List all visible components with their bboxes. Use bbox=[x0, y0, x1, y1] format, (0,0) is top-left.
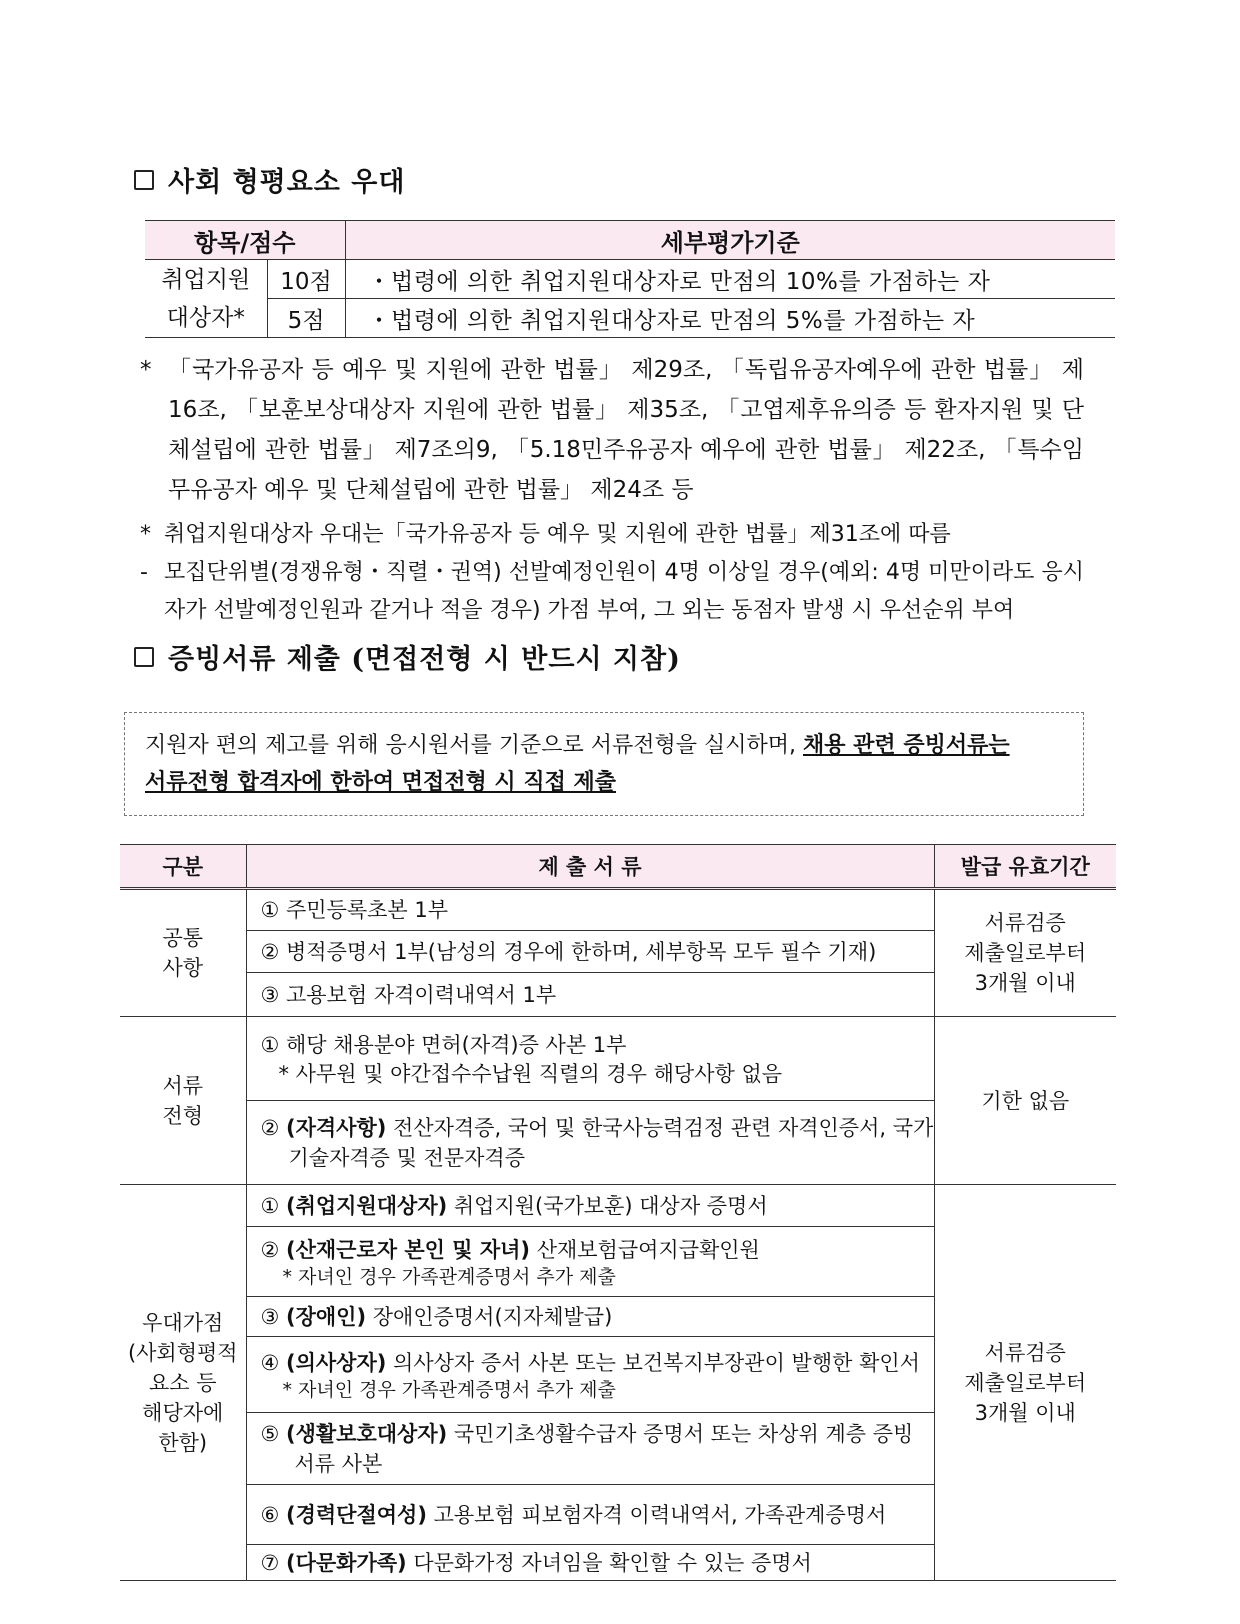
category-cell: 취업지원 대상자* bbox=[145, 260, 267, 338]
header-documents: 제 출 서 류 bbox=[246, 845, 934, 889]
criteria-cell: ・법령에 의한 취업지원대상자로 만점의 5%를 가점하는 자 bbox=[345, 299, 1115, 338]
section-title: 사회 형평요소 우대 bbox=[168, 167, 406, 198]
header-validity: 발급 유효기간 bbox=[934, 845, 1116, 889]
doc-industrial-accident: ② (산재근로자 본인 및 자녀) 산재보험급여지급확인원 * 자녀인 경우 가족관계증명서 추가 제출 bbox=[246, 1227, 934, 1297]
category-doc-screening: 서류 전형 bbox=[120, 1017, 246, 1185]
doc-employment-support: ① (취업지원대상자) 취업지원(국가보훈) 대상자 증명서 bbox=[246, 1185, 934, 1227]
footnote-priority: * 취업지원대상자 우대는「국가유공자 등 예우 및 지원에 관한 법률」제31조에 따름 bbox=[140, 522, 951, 547]
score-table bbox=[145, 220, 1115, 338]
doc-military-record: ② 병적증명서 1부(남성의 경우에 한하며, 세부항목 모두 필수 기재) bbox=[246, 931, 934, 973]
section-title: 증빙서류 제출 (면접전형 시 반드시 지참) bbox=[168, 644, 681, 675]
doc-disability: ③ (장애인) 장애인증명서(지자체발급) bbox=[246, 1297, 934, 1337]
doc-resident-register: ① 주민등록초본 1부 bbox=[246, 889, 934, 931]
footnote-unit: - 모집단위별(경쟁유형・직렬・권역) 선발예정인원이 4명 이상일 경우(예외: 4명 미만이라도 응시자가 선발예정인원과 같거나 적을 경우) 가점 부여, 그 외는 동점자 발생 시 우선순위 부여 bbox=[140, 560, 1084, 623]
header-criteria: 세부평가기준 bbox=[345, 221, 1115, 260]
header-category: 구분 bbox=[120, 845, 246, 889]
notice-box: 지원자 편의 제고를 위해 응시원서를 기준으로 서류전형을 실시하며, 채용 관련 증빙서류는 서류전형 합격자에 한하여 면접전형 시 직접 제출 bbox=[124, 712, 1084, 816]
score-cell: 10점 bbox=[267, 260, 345, 299]
footnotes bbox=[140, 350, 1120, 630]
doc-qualifications: ② (자격사항) 전산자격증, 국어 및 한국사능력검정 관련 자격인증서, 국가 기술자격증 및 전문자격증 bbox=[246, 1101, 934, 1185]
doc-employment-insurance: ③ 고용보험 자격이력내역서 1부 bbox=[246, 973, 934, 1017]
doc-multicultural-family: ⑦ (다문화가족) 다문화가정 자녀임을 확인할 수 있는 증명서 bbox=[246, 1545, 934, 1581]
category-common: 공통 사항 bbox=[120, 889, 246, 1017]
score-cell: 5점 bbox=[267, 299, 345, 338]
section-heading-documents bbox=[134, 637, 681, 676]
doc-license-copy: ① 해당 채용분야 면허(자격)증 사본 1부 * 사무원 및 야간접수수납원 직렬의 경우 해당사항 없음 bbox=[246, 1017, 934, 1101]
section-heading-social-equity bbox=[134, 160, 405, 199]
criteria-cell: ・법령에 의한 취업지원대상자로 만점의 10%를 가점하는 자 bbox=[345, 260, 1115, 299]
category-preference: 우대가점 (사회형평적 요소 등 해당자에 한함) bbox=[120, 1185, 246, 1581]
header-item-score: 항목/점수 bbox=[145, 221, 345, 260]
doc-career-break-women: ⑥ (경력단절여성) 고용보험 피보험자격 이력내역서, 가족관계증명서 bbox=[246, 1485, 934, 1545]
documents-table bbox=[120, 844, 1116, 1581]
footnote-laws: * 「국가유공자 등 예우 및 지원에 관한 법률」 제29조, 「독립유공자예우에 관한 법률」 제16조, 「보훈보상대상자 지원에 관한 법률」 제35조, 「고엽제후유의증 등 환자지원 및 단체설립에 관한 법률」 제7조의9, 「5.18민주유공자 예우에 관한 법률」 제22조, 「특수임무유공자 예우 및 단체설립에 관한 법률」 제24조 등 bbox=[140, 357, 1084, 503]
doc-livelihood-support: ⑤ (생활보호대상자) 국민기초생활수급자 증명서 또는 차상위 계층 증빙 서류 사본 bbox=[246, 1413, 934, 1485]
doc-righteous-casualty: ④ (의사상자) 의사상자 증서 사본 또는 보건복지부장관이 발행한 확인서 * 자녀인 경우 가족관계증명서 추가 제출 bbox=[246, 1337, 934, 1413]
checkbox-square-icon bbox=[134, 647, 154, 667]
checkbox-square-icon bbox=[134, 170, 154, 190]
validity-doc: 기한 없음 bbox=[934, 1017, 1116, 1185]
validity-preference: 서류검증 제출일로부터 3개월 이내 bbox=[934, 1185, 1116, 1581]
validity-common: 서류검증 제출일로부터 3개월 이내 bbox=[934, 889, 1116, 1017]
